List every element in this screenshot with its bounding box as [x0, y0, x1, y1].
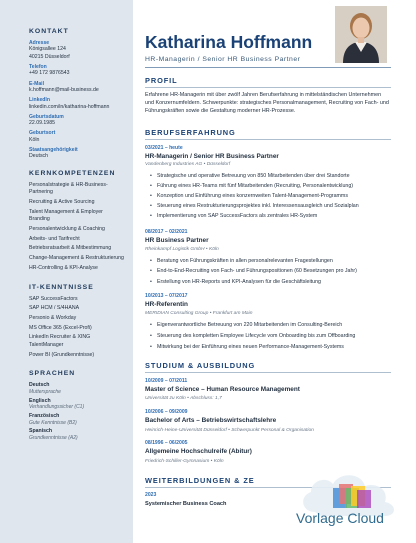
job-company: MERIDIAN Consulting Group • Frankfurt am Main — [145, 311, 253, 316]
skill-item: Change-Management & Restrukturierung — [29, 255, 124, 262]
job-bullet-text: End-to-End-Recruiting von Fach- und Führungspositionen (60 Besetzungen pro Jahr) — [157, 268, 357, 274]
skill-item: Talent Management & Employer Branding — [29, 208, 103, 223]
contact-address — [29, 40, 125, 61]
header-divider — [145, 67, 391, 68]
kontakt-heading: KONTAKT — [29, 28, 69, 35]
it-heading: IT-KENNTNISSE — [29, 283, 94, 291]
language-name: Englisch — [29, 397, 51, 404]
address-street: Königsallee 124 — [29, 46, 66, 53]
job-bullet — [150, 333, 390, 339]
skill-item: Personalentwicklung & Coaching — [29, 225, 105, 232]
job-date: 08/2017 – 02/2021 — [145, 229, 188, 235]
training-heading: WEITERBILDUNGEN & ZE — [145, 476, 255, 485]
language-level: Verhandlungssicher (C1) — [29, 404, 85, 411]
training-item: Systemischer Business Coach — [145, 501, 227, 507]
birthplace-value: Köln — [29, 136, 40, 143]
edu-school: Universität zu Köln • Abschluss: 1,7 — [145, 396, 222, 401]
it-item: MS Office 365 (Excel-Profi) — [29, 324, 92, 331]
job-bullet-text: Steuerung des kompletten Employee Lifecycle vom Onboarding bis zum Offboarding — [157, 333, 356, 339]
job-bullet — [150, 279, 390, 285]
email-link[interactable]: k.hoffmann@mail-business.de — [29, 86, 99, 93]
training-date: 2023 — [145, 492, 157, 498]
email-label: E-Mail — [29, 80, 45, 87]
skill-item: HR-Controlling & KPI-Analyse — [29, 264, 98, 271]
languages-heading: SPRACHEN — [29, 370, 76, 378]
language-name: Deutsch — [29, 382, 50, 389]
person-name: Katharina Hoffmann — [145, 32, 313, 52]
language-name: Spanisch — [29, 428, 53, 435]
language-level: Grundkenntnisse (A2) — [29, 434, 78, 441]
edu-degree: Bachelor of Arts – Betriebswirtschaftslehre — [145, 417, 277, 424]
profile-photo — [335, 6, 387, 63]
birthdate-label: Geburtsdatum — [29, 113, 64, 120]
edu-date: 10/2009 – 07/2011 — [145, 378, 188, 384]
job-bullet — [150, 268, 390, 274]
job-bullet — [150, 173, 390, 179]
language-level: Gute Kenntnisse (B2) — [29, 419, 77, 426]
skill-item: Personalstrategie & HR-Business-Partnering — [29, 181, 108, 196]
nationality-value: Deutsch — [29, 153, 49, 160]
address-label: Adresse — [29, 40, 50, 46]
edu-date: 10/2006 – 09/2009 — [145, 409, 188, 415]
job-bullet — [150, 258, 390, 264]
section-divider — [145, 87, 391, 88]
phone-label: Telefon — [29, 63, 47, 70]
linkedin-label: LinkedIn — [29, 97, 50, 104]
it-item: Power BI (Grundkenntnisse) — [29, 351, 95, 358]
nationality-label: Staatsangehörigkeit — [29, 147, 78, 154]
language-name: Französisch — [29, 412, 60, 419]
job-bullet-text: Beratung von Führungskräften in allen personalrelevanten Fragestellungen — [157, 258, 333, 264]
section-divider — [145, 372, 391, 373]
job-title: HR-Managerin / Senior HR Business Partner — [145, 56, 301, 63]
job-bullet — [150, 203, 390, 209]
job-bullet-text: Steuerung eines Restrukturierungsprojektes inkl. Interessensausgleich und Sozialplan — [157, 203, 359, 209]
skills-heading: KERNKOMPETENZEN — [29, 169, 116, 177]
edu-school: Heinrich-Heine-Universität Düsseldorf • Schwerpunkt Personal & Organisation — [145, 428, 314, 433]
profil-heading: PROFIL — [145, 76, 178, 85]
education-heading: STUDIUM & AUSBILDUNG — [145, 361, 256, 370]
job-bullet-text: Erstellung von HR-Reports und KPI-Analysen für die Geschäftsleitung — [157, 279, 321, 285]
job-bullet-text: Implementierung von SAP SuccessFactors als zentrales HR-System — [157, 213, 318, 219]
section-divider — [145, 139, 391, 140]
it-item: SAP SuccessFactors — [29, 295, 78, 302]
job-bullet-text: Mitwirkung bei der Einführung eines neuen Performance-Management-Systems — [157, 344, 344, 350]
watermark-text: Vorlage Cloud — [296, 510, 384, 526]
it-item: SAP HCM / S/4HANA — [29, 305, 80, 312]
it-item: LinkedIn Recruiter & XING TalentManager — [29, 334, 91, 348]
job-bullet-text: Eigenverantwortliche Betreuung von 220 Mitarbeitenden im Consulting-Bereich — [157, 322, 343, 328]
job-role: HR Business Partner — [145, 237, 209, 244]
skill-item: Arbeits- und Tarifrecht — [29, 235, 80, 242]
edu-school: Friedrich-Schiller-Gymnasium • Köln — [145, 459, 224, 464]
job-bullet — [150, 193, 390, 199]
it-item: Personio & Workday — [29, 315, 77, 322]
edu-degree: Allgemeine Hochschulreife (Abitur) — [145, 448, 252, 455]
job-date: 10/2013 – 07/2017 — [145, 293, 188, 299]
skill-item: Betriebsratsarbeit & Mitbestimmung — [29, 245, 112, 252]
job-company: Vandenberg Industries AG • Düsseldorf — [145, 162, 231, 167]
phone-value: +49 172 9876543 — [29, 70, 70, 77]
job-bullet-text: Strategische und operative Betreuung von 850 Mitarbeitenden über drei Standorte — [157, 173, 350, 179]
language-level: Muttersprache — [29, 389, 61, 396]
sidebar — [0, 0, 133, 543]
experience-heading: BERUFSERFAHRUNG — [145, 128, 236, 137]
skill-item: Recruiting & Active Sourcing — [29, 199, 95, 206]
edu-degree: Master of Science – Human Resource Management — [145, 386, 300, 393]
portrait-image — [335, 6, 387, 63]
job-bullet — [150, 344, 390, 350]
birthdate-value: 22.09.1985 — [29, 120, 55, 127]
job-bullet-text: Konzeption und Einführung eines konzernweiten Talent-Management-Programms — [157, 193, 348, 199]
job-role: HR-Referentin — [145, 301, 188, 308]
job-bullet-text: Führung eines HR-Teams mit fünf Mitarbeitenden (Recruiting, Personalentwicklung) — [157, 183, 354, 189]
job-role: HR-Managerin / Senior HR Business Partner — [145, 153, 279, 160]
birthplace-label: Geburtsort — [29, 130, 56, 137]
edu-date: 08/1996 – 06/2005 — [145, 440, 188, 446]
linkedin-link[interactable]: linkedin.com/in/katharina-hoffmann — [29, 103, 110, 110]
job-date: 03/2021 – heute — [145, 145, 183, 151]
job-company: Rheinkampf Logistik GmbH • Köln — [145, 247, 219, 252]
job-bullet — [150, 183, 390, 189]
address-city: 40215 Düsseldorf — [29, 53, 70, 60]
job-bullet — [150, 322, 390, 328]
profil-text: Erfahrene HR-Managerin mit über zwölf Jahren Berufserfahrung in mittelständischen Unternehmen und Konzernumfeldern. Schwerpunkte: strategisches Personalmanagement, Recruiting von Fach- und Führungskräften sowie die Gestaltung moderner HR-Prozesse. — [145, 92, 389, 115]
job-bullet — [150, 213, 390, 219]
